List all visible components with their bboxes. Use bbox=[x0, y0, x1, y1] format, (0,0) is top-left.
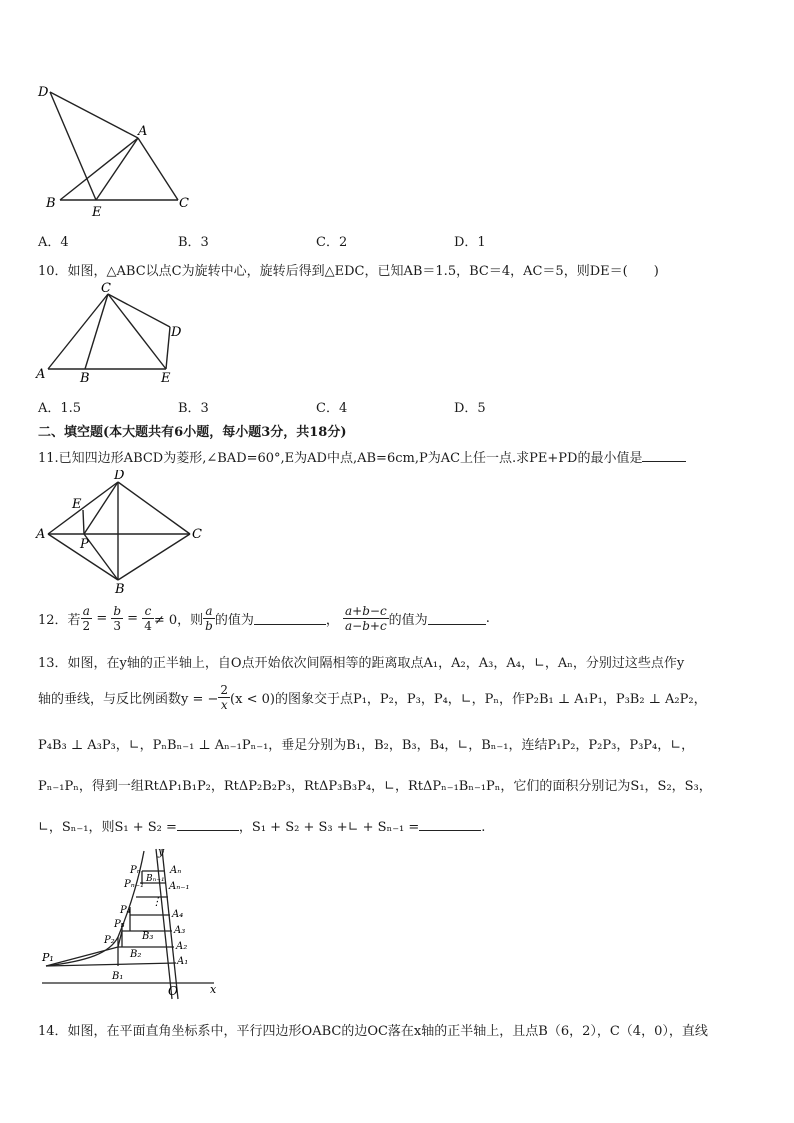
label-dots: ⋮ bbox=[151, 895, 162, 908]
axis-label-x: x bbox=[210, 983, 217, 996]
fraction-c-over-4: $\frac{c}{4}$ bbox=[144, 603, 152, 633]
q14-text: 14．如图，在平面直角坐标系中，平行四边形OABC的边OC落在x轴的正半轴上，且点B（6，2），C（4，0），直线 bbox=[38, 1024, 708, 1039]
q12-prefix: 12．若 bbox=[38, 612, 81, 628]
q12-blank-1 bbox=[254, 612, 326, 625]
label-B: B bbox=[115, 582, 125, 595]
section-heading: 二、填空题(本大题共有6小题，每小题3分，共18分) bbox=[38, 425, 347, 440]
figure-q9 bbox=[30, 80, 210, 220]
q13-line-3: P₄B₃ ⊥ A₃P₃，∟，PₙBₙ₋₁ ⊥ Aₙ₋₁Pₙ₋₁，垂足分别为B₁，B₂，B₃，B₄，∟，Bₙ₋₁，连结P₁P₂，P₂P₃，P₃P₄，∟， bbox=[38, 738, 695, 753]
q12-mid1: 的值为 bbox=[214, 612, 254, 628]
q13-line-5a: ∟，Sₙ₋₁，则S₁ + S₂ = bbox=[38, 820, 177, 835]
label-An1: Aₙ₋₁ bbox=[169, 881, 190, 892]
fraction-b-over-3: $\frac{b}{3}$ bbox=[113, 603, 122, 633]
q9-option-b: B．3 bbox=[178, 235, 209, 250]
label-D: D bbox=[38, 85, 49, 100]
q13-line-5: ∟，Sₙ₋₁，则S₁ + S₂ = ，S₁ + S₂ + S₃ +∟ + Sₙ₋₁ = . bbox=[38, 820, 486, 835]
label-A3: A₃ bbox=[174, 925, 186, 936]
label-A4: A₄ bbox=[172, 909, 184, 920]
q10-option-c: C．4 bbox=[316, 401, 348, 416]
label-P4: P₄ bbox=[120, 905, 131, 916]
label-A: A bbox=[36, 527, 46, 542]
label-D: D bbox=[114, 470, 125, 483]
label-C: C bbox=[101, 281, 111, 296]
label-B2: B₂ bbox=[130, 949, 142, 960]
label-E: E bbox=[161, 371, 171, 386]
q9-option-d: D．1 bbox=[454, 235, 486, 250]
q13-line-4: Pₙ₋₁Pₙ，得到一组RtΔP₁B₁P₂，RtΔP₂B₂P₃，RtΔP₃B₃P₄，∟，RtΔPₙ₋₁Bₙ₋₁Pₙ，它们的面积分别记为S₁，S₂，S₃， bbox=[38, 779, 712, 794]
label-Pn1: Pₙ₋₁ bbox=[124, 879, 145, 890]
origin-label: O bbox=[168, 984, 178, 998]
label-A1: A₁ bbox=[177, 956, 189, 967]
axis-label-y: y bbox=[158, 845, 165, 858]
q13-line-1: 13．如图，在y轴的正半轴上，自O点开始依次间隔相等的距离取点A₁，A₂，A₃，A₄，∟，Aₙ，分别过这些点作y bbox=[38, 656, 685, 671]
label-E: E bbox=[72, 497, 82, 512]
label-P2: P₂ bbox=[104, 935, 115, 946]
label-D: D bbox=[171, 325, 182, 340]
label-A: A bbox=[138, 124, 148, 139]
q13-line-2a: 轴的垂线，与反比例函数y = − bbox=[38, 691, 219, 707]
label-C: C bbox=[192, 527, 202, 542]
q10-option-b: B．3 bbox=[178, 401, 209, 416]
q13-blank-1 bbox=[177, 818, 239, 831]
q13-line-2b: (x < 0)的图象交于点P₁，P₂，P₃，P₄，∟，Pₙ，作P₂B₁ ⊥ A₁P₁，P₃B₂ ⊥ A₂P₂， bbox=[230, 691, 707, 707]
label-An: Aₙ bbox=[170, 865, 182, 876]
q12-neq: ≠ 0，则 bbox=[153, 612, 204, 628]
label-E: E bbox=[92, 205, 102, 220]
q10-text: 10．如图，△ABC以点C为旋转中心，旋转后得到△EDC，已知AB＝1.5，BC＝4，AC＝5，则DE＝( ) bbox=[38, 264, 659, 279]
fraction-a-over-b: $\frac{a}{b}$ bbox=[205, 603, 213, 633]
q10-option-a: A．1.5 bbox=[38, 401, 82, 416]
label-A2: A₂ bbox=[176, 941, 188, 952]
q10-option-d: D．5 bbox=[454, 401, 486, 416]
label-B3: B₃ bbox=[142, 931, 154, 942]
label-Bn1: Bₙ₋₁ bbox=[146, 874, 165, 884]
fraction-2-over-x: $\frac{2}{x}$ bbox=[220, 682, 229, 712]
q13-line-2 bbox=[38, 680, 707, 714]
q11-text bbox=[38, 447, 686, 466]
q13-line-5b: ，S₁ + S₂ + S₃ +∟ + Sₙ₋₁ = bbox=[238, 820, 420, 835]
label-B: B bbox=[80, 371, 90, 386]
label-P: P bbox=[80, 537, 89, 552]
fraction-a-over-2: $\frac{a}{2}$ bbox=[82, 603, 91, 633]
q11-answer-blank bbox=[642, 449, 686, 462]
label-B1: B₁ bbox=[112, 971, 124, 982]
label-A: A bbox=[36, 367, 46, 382]
q12-blank-2 bbox=[428, 612, 486, 625]
q13-blank-2 bbox=[419, 818, 481, 831]
label-P1: P₁ bbox=[42, 951, 54, 964]
figure-q13 bbox=[38, 843, 228, 1003]
figure-q10 bbox=[30, 280, 200, 388]
label-Pn: Pₙ bbox=[130, 865, 141, 876]
label-B: B bbox=[46, 196, 56, 211]
q12-text: 12．若 $\frac{a}{2}$ = $\frac{b}{3}$ = $\frac{c}{4}$ ≠ 0，则 $\frac{a}{b}$ 的值为 ， $\frac{a+b-c}{a-b+c}$ 的值为 . bbox=[38, 603, 490, 633]
label-P3: P₃ bbox=[114, 919, 125, 930]
q11-body: 11.已知四边形ABCD为菱形,∠BAD=60°,E为AD中点,AB=6cm,P为AC上任一点.求PE+PD的最小值是 bbox=[38, 451, 643, 466]
figure-q11 bbox=[30, 470, 220, 595]
q9-option-a: A．4 bbox=[38, 235, 69, 250]
q12-mid2: 的值为 bbox=[388, 612, 428, 628]
label-C: C bbox=[179, 196, 189, 211]
q9-option-c: C．2 bbox=[316, 235, 348, 250]
fraction-expression: $\frac{a+b-c}{a-b+c}$ bbox=[345, 603, 387, 633]
